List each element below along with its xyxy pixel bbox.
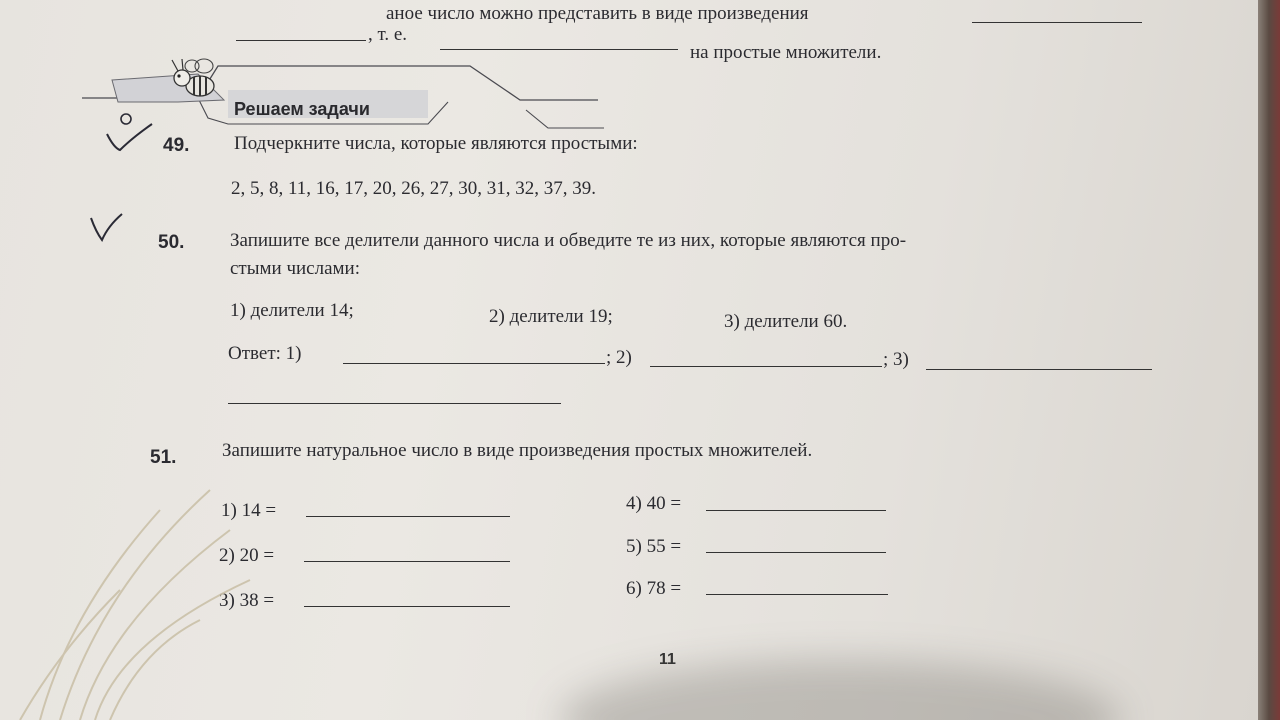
task-number: 50. [158, 232, 185, 253]
top-line-2-end: на простые множители. [690, 42, 882, 63]
answer-line [343, 363, 605, 364]
answer-line [706, 594, 888, 595]
task-item: 2) делители 19; [489, 306, 613, 327]
answer-line [706, 510, 886, 511]
answer-line [650, 366, 882, 367]
task-item: 3) делители 60. [724, 311, 848, 332]
answer-line [926, 369, 1152, 370]
bee-icon [166, 56, 226, 106]
task-text: Запишите все делители данного числа и обведите те из них, которые являются про- [230, 230, 907, 251]
checkmark-icon [88, 210, 128, 246]
answer-line [304, 561, 510, 562]
answer-line [304, 606, 510, 607]
task-text: стыми числами: [230, 258, 360, 279]
grass-decoration [0, 470, 260, 720]
answer-line [228, 403, 561, 404]
answer-label: Ответ: 1) [228, 343, 302, 364]
task-text: Запишите натуральное число в виде произведения простых множителей. [222, 440, 813, 461]
shadow [560, 660, 1120, 720]
answer-line [236, 40, 366, 41]
top-line-2-mid: , т. е. [368, 24, 408, 45]
number-list: 2, 5, 8, 11, 16, 17, 20, 26, 27, 30, 31, 32, 37, 39. [231, 178, 597, 199]
task-item: 6) 78 = [626, 578, 682, 599]
checkmark-icon [104, 110, 156, 156]
page-edge [1258, 0, 1280, 720]
page-number: 11 [659, 651, 676, 668]
task-number: 49. [163, 135, 190, 156]
section-banner [78, 52, 608, 134]
answer-line [706, 552, 886, 553]
section-title: Решаем задачи [234, 99, 370, 119]
answer-line [440, 49, 678, 50]
answer-separator: ; 2) [606, 347, 632, 368]
task-number: 51. [150, 447, 177, 468]
answer-line [306, 516, 510, 517]
task-item: 4) 40 = [626, 493, 682, 514]
task-item: 5) 55 = [626, 536, 682, 557]
task-item: 1) 14 = [221, 500, 277, 521]
top-line-1: аное число можно представить в виде произведения [386, 3, 809, 24]
task-item: 2) 20 = [219, 545, 275, 566]
task-item: 3) 38 = [219, 590, 275, 611]
task-item: 1) делители 14; [230, 300, 354, 321]
answer-separator: ; 3) [883, 349, 909, 370]
answer-line [972, 22, 1142, 23]
task-text: Подчеркните числа, которые являются простыми: [234, 133, 638, 154]
